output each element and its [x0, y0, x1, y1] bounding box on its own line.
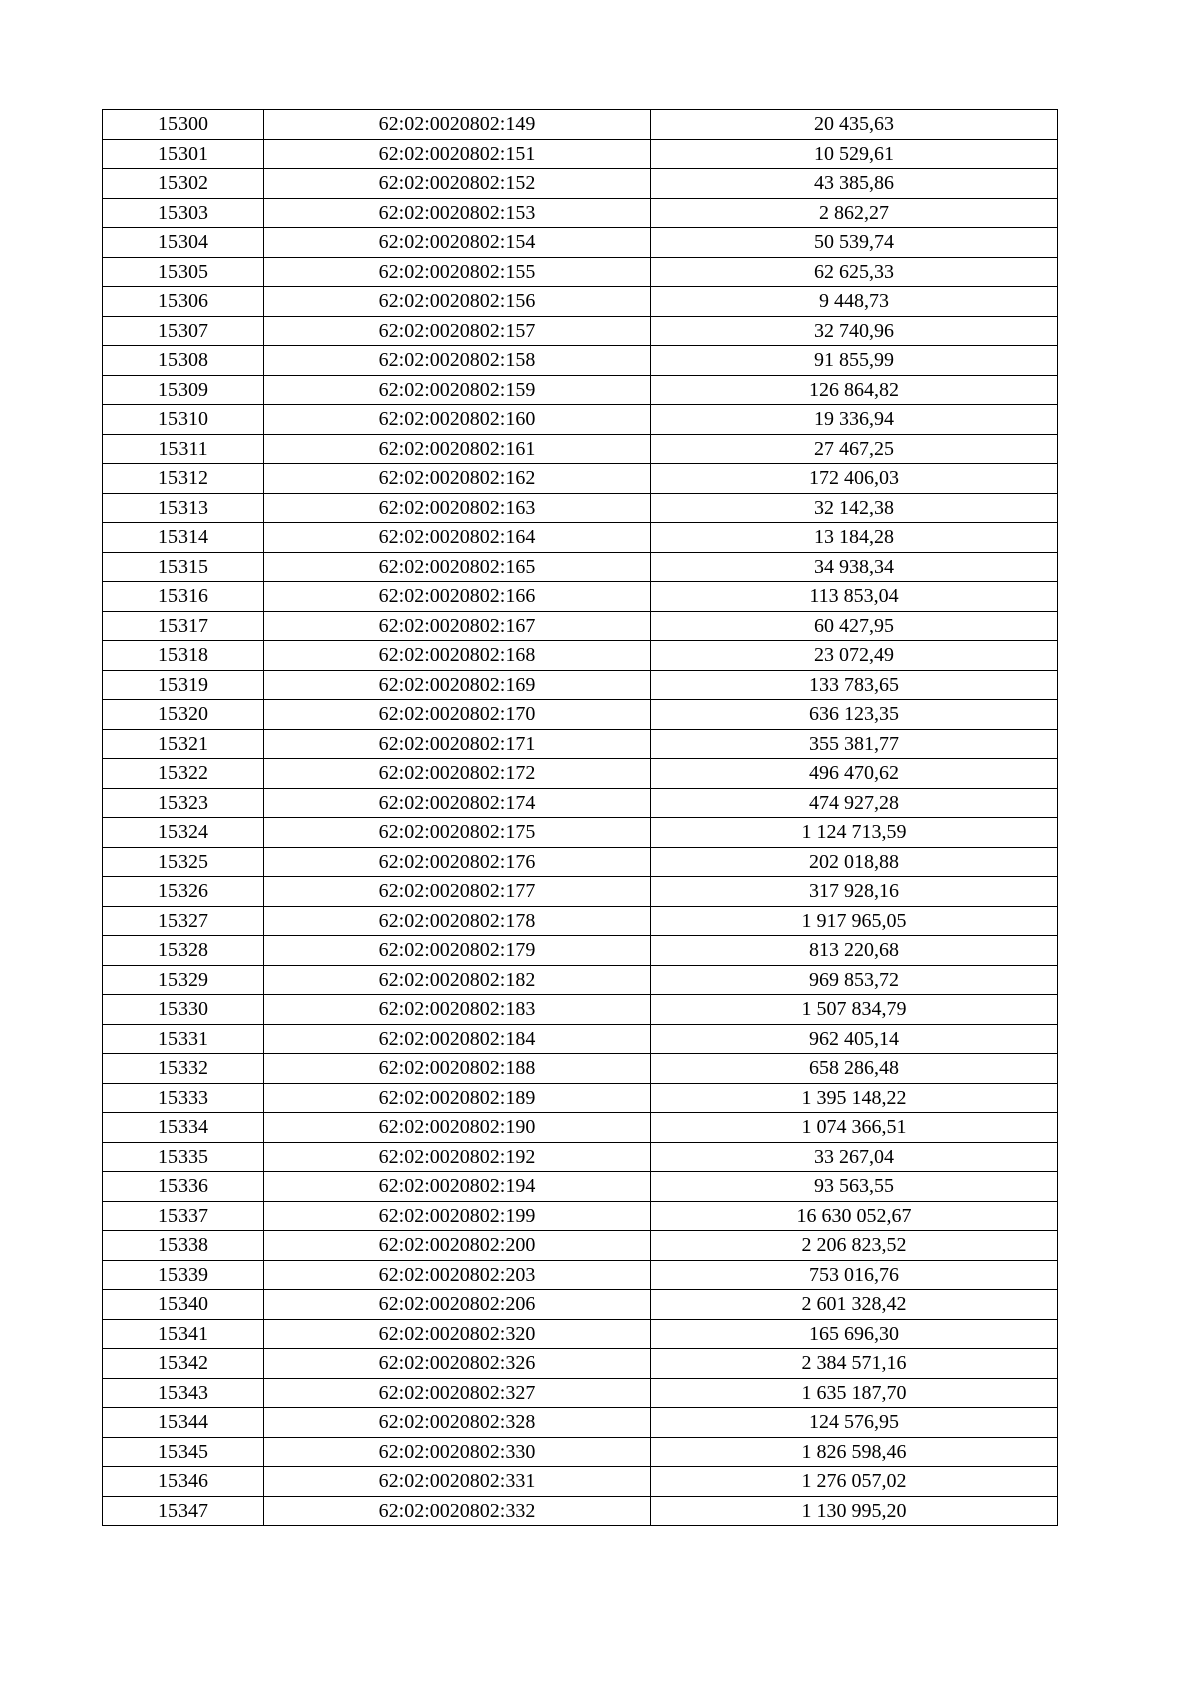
row-number-cell: 15321	[103, 729, 264, 759]
table-row	[103, 818, 1058, 848]
table-row	[103, 788, 1058, 818]
row-number-cell: 15322	[103, 759, 264, 789]
cadastral-number-cell: 62:02:0020802:326	[264, 1349, 651, 1379]
row-number-cell: 15345	[103, 1437, 264, 1467]
table-row	[103, 1231, 1058, 1261]
row-number-cell: 15310	[103, 405, 264, 435]
table-row	[103, 1290, 1058, 1320]
row-number-cell: 15335	[103, 1142, 264, 1172]
row-number-cell: 15305	[103, 257, 264, 287]
value-cell: 172 406,03	[651, 464, 1058, 494]
value-cell: 27 467,25	[651, 434, 1058, 464]
cadastral-number-cell: 62:02:0020802:160	[264, 405, 651, 435]
table-row	[103, 1083, 1058, 1113]
row-number-cell: 15312	[103, 464, 264, 494]
table-row	[103, 847, 1058, 877]
table-row	[103, 1024, 1058, 1054]
row-number-cell: 15346	[103, 1467, 264, 1497]
row-number-cell: 15311	[103, 434, 264, 464]
row-number-cell: 15328	[103, 936, 264, 966]
value-cell: 1 917 965,05	[651, 906, 1058, 936]
cadastral-number-cell: 62:02:0020802:171	[264, 729, 651, 759]
table-row	[103, 169, 1058, 199]
table-row	[103, 434, 1058, 464]
row-number-cell: 15313	[103, 493, 264, 523]
row-number-cell: 15306	[103, 287, 264, 317]
table-row	[103, 641, 1058, 671]
table-row	[103, 316, 1058, 346]
cadastral-number-cell: 62:02:0020802:189	[264, 1083, 651, 1113]
table-row	[103, 1054, 1058, 1084]
value-cell: 496 470,62	[651, 759, 1058, 789]
cadastral-number-cell: 62:02:0020802:203	[264, 1260, 651, 1290]
table-row	[103, 287, 1058, 317]
row-number-cell: 15309	[103, 375, 264, 405]
table-row	[103, 729, 1058, 759]
value-cell: 126 864,82	[651, 375, 1058, 405]
cadastral-number-cell: 62:02:0020802:320	[264, 1319, 651, 1349]
cadastral-number-cell: 62:02:0020802:157	[264, 316, 651, 346]
cadastral-number-cell: 62:02:0020802:159	[264, 375, 651, 405]
row-number-cell: 15314	[103, 523, 264, 553]
cadastral-number-cell: 62:02:0020802:332	[264, 1496, 651, 1526]
value-cell: 16 630 052,67	[651, 1201, 1058, 1231]
table-row	[103, 464, 1058, 494]
value-cell: 10 529,61	[651, 139, 1058, 169]
row-number-cell: 15338	[103, 1231, 264, 1261]
value-cell: 658 286,48	[651, 1054, 1058, 1084]
table-row	[103, 1378, 1058, 1408]
table-row	[103, 670, 1058, 700]
row-number-cell: 15324	[103, 818, 264, 848]
row-number-cell: 15319	[103, 670, 264, 700]
cadastral-number-cell: 62:02:0020802:153	[264, 198, 651, 228]
table-row	[103, 1113, 1058, 1143]
row-number-cell: 15308	[103, 346, 264, 376]
table-row	[103, 700, 1058, 730]
value-cell: 753 016,76	[651, 1260, 1058, 1290]
cadastral-number-cell: 62:02:0020802:190	[264, 1113, 651, 1143]
value-cell: 13 184,28	[651, 523, 1058, 553]
value-cell: 113 853,04	[651, 582, 1058, 612]
cadastral-number-cell: 62:02:0020802:327	[264, 1378, 651, 1408]
table-row	[103, 1172, 1058, 1202]
cadastral-number-cell: 62:02:0020802:164	[264, 523, 651, 553]
value-cell: 1 130 995,20	[651, 1496, 1058, 1526]
cadastral-number-cell: 62:02:0020802:158	[264, 346, 651, 376]
row-number-cell: 15326	[103, 877, 264, 907]
cadastral-number-cell: 62:02:0020802:178	[264, 906, 651, 936]
value-cell: 20 435,63	[651, 110, 1058, 140]
cadastral-number-cell: 62:02:0020802:156	[264, 287, 651, 317]
row-number-cell: 15342	[103, 1349, 264, 1379]
table-row	[103, 1437, 1058, 1467]
row-number-cell: 15327	[103, 906, 264, 936]
cadastral-number-cell: 62:02:0020802:161	[264, 434, 651, 464]
value-cell: 1 507 834,79	[651, 995, 1058, 1025]
table-row	[103, 1349, 1058, 1379]
table-row	[103, 1408, 1058, 1438]
cadastral-number-cell: 62:02:0020802:149	[264, 110, 651, 140]
value-cell: 2 206 823,52	[651, 1231, 1058, 1261]
row-number-cell: 15325	[103, 847, 264, 877]
value-cell: 1 395 148,22	[651, 1083, 1058, 1113]
value-cell: 202 018,88	[651, 847, 1058, 877]
table-row	[103, 936, 1058, 966]
value-cell: 9 448,73	[651, 287, 1058, 317]
cadastral-number-cell: 62:02:0020802:192	[264, 1142, 651, 1172]
value-cell: 43 385,86	[651, 169, 1058, 199]
cadastral-number-cell: 62:02:0020802:328	[264, 1408, 651, 1438]
row-number-cell: 15320	[103, 700, 264, 730]
cadastral-number-cell: 62:02:0020802:155	[264, 257, 651, 287]
table-row	[103, 552, 1058, 582]
row-number-cell: 15303	[103, 198, 264, 228]
cadastral-number-cell: 62:02:0020802:330	[264, 1437, 651, 1467]
row-number-cell: 15329	[103, 965, 264, 995]
value-cell: 50 539,74	[651, 228, 1058, 258]
cadastral-number-cell: 62:02:0020802:200	[264, 1231, 651, 1261]
value-cell: 33 267,04	[651, 1142, 1058, 1172]
cadastral-number-cell: 62:02:0020802:152	[264, 169, 651, 199]
value-cell: 2 601 328,42	[651, 1290, 1058, 1320]
row-number-cell: 15340	[103, 1290, 264, 1320]
value-cell: 2 384 571,16	[651, 1349, 1058, 1379]
cadastral-number-cell: 62:02:0020802:206	[264, 1290, 651, 1320]
value-cell: 165 696,30	[651, 1319, 1058, 1349]
cadastral-number-cell: 62:02:0020802:179	[264, 936, 651, 966]
row-number-cell: 15316	[103, 582, 264, 612]
value-cell: 1 826 598,46	[651, 1437, 1058, 1467]
cadastral-number-cell: 62:02:0020802:331	[264, 1467, 651, 1497]
table-row	[103, 906, 1058, 936]
cadastral-number-cell: 62:02:0020802:167	[264, 611, 651, 641]
table-row	[103, 877, 1058, 907]
table-row	[103, 198, 1058, 228]
row-number-cell: 15307	[103, 316, 264, 346]
table-row	[103, 1142, 1058, 1172]
cadastral-number-cell: 62:02:0020802:163	[264, 493, 651, 523]
cadastral-number-cell: 62:02:0020802:182	[264, 965, 651, 995]
row-number-cell: 15339	[103, 1260, 264, 1290]
cadastral-number-cell: 62:02:0020802:188	[264, 1054, 651, 1084]
cadastral-number-cell: 62:02:0020802:177	[264, 877, 651, 907]
value-cell: 34 938,34	[651, 552, 1058, 582]
row-number-cell: 15315	[103, 552, 264, 582]
table-row	[103, 965, 1058, 995]
row-number-cell: 15317	[103, 611, 264, 641]
cadastral-number-cell: 62:02:0020802:169	[264, 670, 651, 700]
row-number-cell: 15333	[103, 1083, 264, 1113]
value-cell: 2 862,27	[651, 198, 1058, 228]
table-body	[103, 110, 1058, 1526]
cadastral-number-cell: 62:02:0020802:166	[264, 582, 651, 612]
row-number-cell: 15341	[103, 1319, 264, 1349]
table-row	[103, 228, 1058, 258]
cadastral-number-cell: 62:02:0020802:168	[264, 641, 651, 671]
cadastral-number-cell: 62:02:0020802:199	[264, 1201, 651, 1231]
cadastral-number-cell: 62:02:0020802:176	[264, 847, 651, 877]
table-row	[103, 257, 1058, 287]
cadastral-number-cell: 62:02:0020802:172	[264, 759, 651, 789]
table-row	[103, 759, 1058, 789]
value-cell: 19 336,94	[651, 405, 1058, 435]
table-row	[103, 523, 1058, 553]
table-row	[103, 1201, 1058, 1231]
value-cell: 32 142,38	[651, 493, 1058, 523]
row-number-cell: 15318	[103, 641, 264, 671]
value-cell: 474 927,28	[651, 788, 1058, 818]
cadastral-number-cell: 62:02:0020802:183	[264, 995, 651, 1025]
table-row	[103, 582, 1058, 612]
table-row	[103, 1467, 1058, 1497]
table-row	[103, 375, 1058, 405]
cadastre-value-table	[102, 109, 1058, 1526]
value-cell: 124 576,95	[651, 1408, 1058, 1438]
value-cell: 636 123,35	[651, 700, 1058, 730]
table-row	[103, 139, 1058, 169]
cadastral-number-cell: 62:02:0020802:184	[264, 1024, 651, 1054]
row-number-cell: 15332	[103, 1054, 264, 1084]
table-row	[103, 1319, 1058, 1349]
cadastral-number-cell: 62:02:0020802:194	[264, 1172, 651, 1202]
value-cell: 1 074 366,51	[651, 1113, 1058, 1143]
value-cell: 962 405,14	[651, 1024, 1058, 1054]
table-row	[103, 1260, 1058, 1290]
cadastral-number-cell: 62:02:0020802:170	[264, 700, 651, 730]
table-row	[103, 110, 1058, 140]
row-number-cell: 15334	[103, 1113, 264, 1143]
table-row	[103, 493, 1058, 523]
cadastral-number-cell: 62:02:0020802:154	[264, 228, 651, 258]
cadastral-number-cell: 62:02:0020802:175	[264, 818, 651, 848]
row-number-cell: 15323	[103, 788, 264, 818]
row-number-cell: 15347	[103, 1496, 264, 1526]
cadastral-number-cell: 62:02:0020802:151	[264, 139, 651, 169]
value-cell: 813 220,68	[651, 936, 1058, 966]
table-row	[103, 405, 1058, 435]
row-number-cell: 15301	[103, 139, 264, 169]
value-cell: 32 740,96	[651, 316, 1058, 346]
cadastral-number-cell: 62:02:0020802:162	[264, 464, 651, 494]
row-number-cell: 15300	[103, 110, 264, 140]
row-number-cell: 15337	[103, 1201, 264, 1231]
row-number-cell: 15343	[103, 1378, 264, 1408]
row-number-cell: 15331	[103, 1024, 264, 1054]
value-cell: 1 276 057,02	[651, 1467, 1058, 1497]
value-cell: 93 563,55	[651, 1172, 1058, 1202]
value-cell: 23 072,49	[651, 641, 1058, 671]
value-cell: 91 855,99	[651, 346, 1058, 376]
value-cell: 317 928,16	[651, 877, 1058, 907]
value-cell: 133 783,65	[651, 670, 1058, 700]
row-number-cell: 15344	[103, 1408, 264, 1438]
row-number-cell: 15330	[103, 995, 264, 1025]
value-cell: 62 625,33	[651, 257, 1058, 287]
value-cell: 1 124 713,59	[651, 818, 1058, 848]
value-cell: 355 381,77	[651, 729, 1058, 759]
cadastral-number-cell: 62:02:0020802:165	[264, 552, 651, 582]
row-number-cell: 15304	[103, 228, 264, 258]
value-cell: 969 853,72	[651, 965, 1058, 995]
value-cell: 1 635 187,70	[651, 1378, 1058, 1408]
table-row	[103, 346, 1058, 376]
value-cell: 60 427,95	[651, 611, 1058, 641]
table-row	[103, 995, 1058, 1025]
table-row	[103, 611, 1058, 641]
row-number-cell: 15336	[103, 1172, 264, 1202]
cadastral-number-cell: 62:02:0020802:174	[264, 788, 651, 818]
table-row	[103, 1496, 1058, 1526]
row-number-cell: 15302	[103, 169, 264, 199]
